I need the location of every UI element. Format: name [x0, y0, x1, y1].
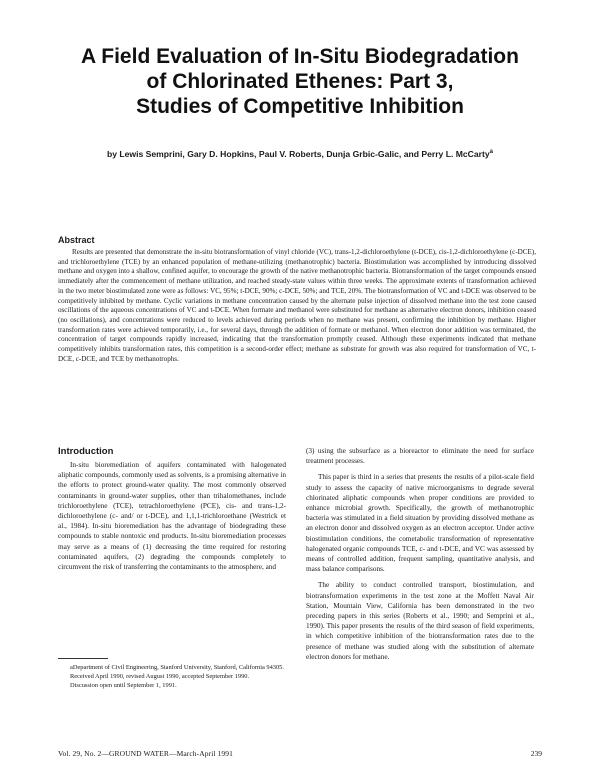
abstract-heading: Abstract — [58, 235, 95, 245]
page-number: 239 — [530, 749, 542, 758]
title-line-3: Studies of Competitive Inhibition — [136, 95, 464, 118]
title-line-1: A Field Evaluation of In-Situ Biodegradation — [81, 45, 519, 68]
right-column — [306, 446, 534, 662]
introduction-heading: Introduction — [58, 446, 114, 457]
left-column — [58, 446, 286, 572]
paper-title — [40, 44, 560, 119]
authors-text: by Lewis Semprini, Gary D. Hopkins, Paul V. Roberts, Dunja Grbic-Galic, and Perry L. McCarty — [106, 148, 490, 159]
title-line-2: of Chlorinated Ethenes: Part 3, — [146, 70, 454, 93]
footnote-received: Received April 1990, revised August 1990, accepted September 1990. — [70, 673, 250, 680]
author-list — [40, 147, 560, 160]
authors-footnote-marker: a — [489, 149, 494, 155]
introduction-paragraph-continued: (3) using the subsurface as a bioreactor to eliminate the need for surface treatment processes. — [306, 447, 534, 466]
footnotes — [58, 663, 286, 690]
journal-citation: Vol. 29, No. 2—GROUND WATER—March-April 1991 — [58, 749, 233, 758]
footnote-affiliation: aDepartment of Civil Engineering, Stanford University, Stanford, California 94305. — [70, 664, 284, 671]
introduction-paragraph-1: In-situ bioremediation of aquifers contaminated with halogenated aliphatic compounds, commonly used as solvents, is a promising alternative in the efforts to protect ground-water quality. The most commonly observed contaminants in ground-water supplies, other than trihalomethanes, include trichloroethylene (TCE), tetrachloroethylene (PCE), cis- and trans-1,2-dichloroethylene (c- and/ or t-DCE), and 1,1,1-trichloroethane (Westrick et al., 1984). In-situ bioremediation has the advantage of biodegrading these compounds to stable nontoxic end products. In-situ bioremediation processes may serve as a means of (1) decreasing the time required for restoring contaminated aquifers, (2) degrading the compounds completely to circumvent the risk of transferring the contaminants to the atmosphere, and — [58, 461, 286, 572]
footnote-divider — [58, 658, 108, 659]
introduction-paragraph-2: This paper is third in a series that presents the results of a pilot-scale field study to assess the capacity of native microorganisms to degrade several chlorinated aliphatic compounds when proper conditions are provided to enhance microbial growth. Specifically, the growth of methanotrophic bacteria was stimulated in a field situation by providing dissolved methane as an electron donor and dissolved oxygen as an electron acceptor. Under active biostimulation conditions, the cometabolic transformation of representative halogenated organic compounds TCE, c- and t-DCE, and VC was assessed by means of controlled addition, frequent sampling, quantitative analysis, and mass balance comparisons. — [306, 473, 534, 574]
introduction-paragraph-3: The ability to conduct controlled transport, biostimulation, and biotransformation experiments in the test zone at the Moffett Naval Air Station, Mountain View, California has been demonstrated in the two preceding papers in this series (Roberts et al., 1990; and Semprini et al., 1990). This paper presents the results of the third season of field experiments, in which competitive inhibition of the biotransformation rates due to the presence of methane was studied along with the substitution of alternate electron donors for methane. — [306, 581, 534, 661]
footnote-discussion: Discussion open until September 1, 1991. — [70, 682, 177, 689]
abstract-text: Results are presented that demonstrate the in-situ biotransformation of vinyl chloride (VC), trans-1,2-dichloroethylene (t-DCE), cis-1,2-dichloroethylene (c-DCE), and trichloroethylene (TCE) by an enhanced population of methane-utilizing (methanotrophic) bacteria. Biostimulation was accomplished by introducing dissolved methane and oxygen into a shallow, confined aquifer, to encourage the growth of the native methanotrophic bacteria. Biotransformation of the target compounds ensued immediately after the commencement of methane utilization, and reached steady-state values within three weeks. The approximate extents of transformation achieved in the two meter biostimulated zone were as follows: VC, 95%; t-DCE, 90%; c-DCE, 50%; and TCE, 20%. The biotransformation of VC and t-DCE was observed to be competitively inhibited by methane. Cyclic variations in methane concentration caused by the alternate pulse injection of dissolved methane into the test zone caused oscillations of the aqueous concentrations of VC and t-DCE. When formate and methanol were substituted for methane as alternative electron donors, inhibition ceased (no oscillations), and concentrations were reduced to levels achieved during periods when no methane was present, confirming the inhibition by methane. Higher transformation rates were achieved temporarily, i.e., for several days, through the addition of formate or methanol. When electron donor addition was terminated, the concentration of target compounds rapidly increased, indicating that the transformation promptly ceased. Although these experiments indicated that methane competitively inhibits transformation rates, this competition is a second-order effect; methane as substrate for growth was also required for transformation of VC, t-DCE, c-DCE, and TCE by methanotrophs. — [58, 248, 536, 363]
